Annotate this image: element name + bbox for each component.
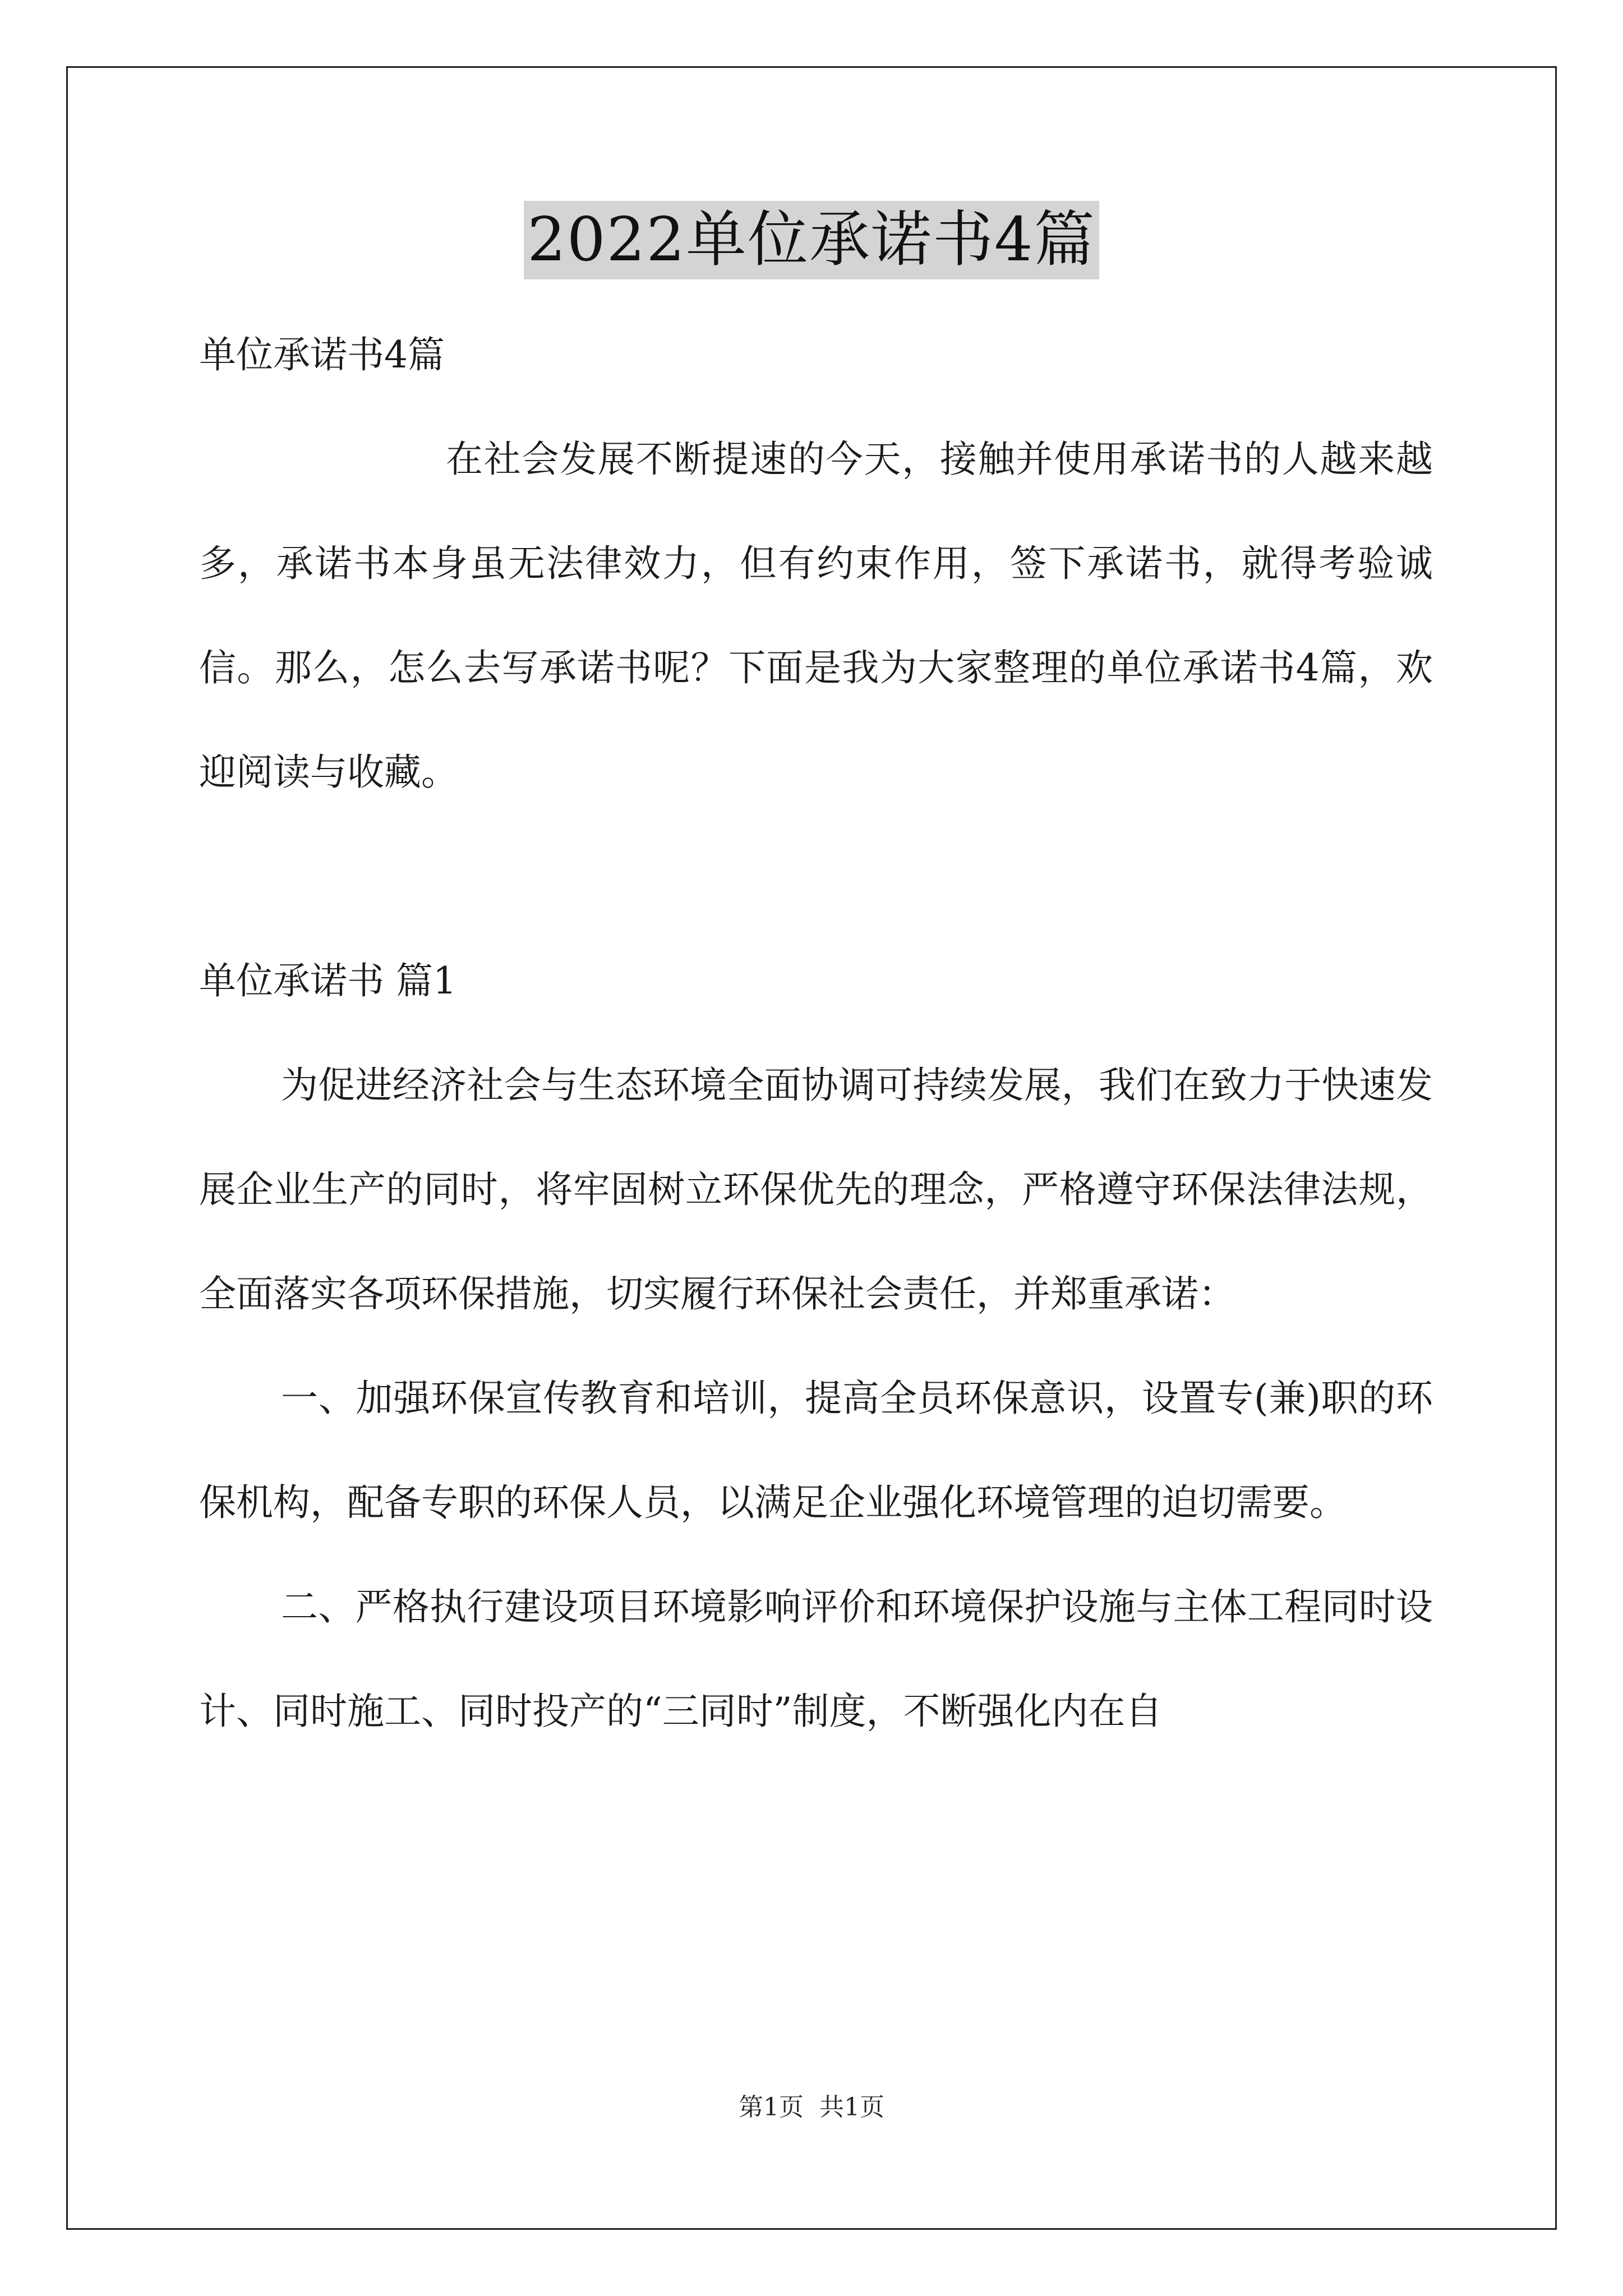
- document-subtitle: 单位承诺书4篇: [199, 333, 445, 376]
- page-total: 共1页: [819, 2093, 884, 2122]
- body-paragraph: 一、加强环保宣传教育和培训，提高全员环保意识，设置专(兼)职的环保机构，配备专职的环保人员，以满足企业强化环境管理的迫切需要。: [199, 1377, 1433, 1524]
- section-spacer: [199, 825, 1433, 929]
- page-footer: [0, 2087, 1623, 2123]
- title-container: [0, 201, 1623, 279]
- document-body: [199, 303, 1433, 1764]
- intro-paragraph: 在社会发展不断提速的今天，接触并使用承诺书的人越来越多，承诺书本身虽无法律效力，但有约束作用，签下承诺书，就得考验诚信。那么，怎么去写承诺书呢？下面是我为大家整理的单位承诺书4篇，欢迎阅读与收藏。: [199, 438, 1433, 794]
- body-paragraph: 二、严格执行建设项目环境影响评价和环境保护设施与主体工程同时设计、同时施工、同时投产的“三同时”制度，不断强化内在自: [199, 1585, 1433, 1733]
- document-title: 2022单位承诺书4篇: [524, 201, 1099, 279]
- section-heading: 单位承诺书 篇1: [199, 959, 457, 1002]
- body-paragraph: 为促进经济社会与生态环境全面协调可持续发展，我们在致力于快速发展企业生产的同时，将牢固树立环保优先的理念，严格遵守环保法律法规，全面落实各项环保措施，切实履行环保社会责任，并郑重承诺：: [199, 1064, 1433, 1315]
- page-number: 第1页: [739, 2093, 804, 2122]
